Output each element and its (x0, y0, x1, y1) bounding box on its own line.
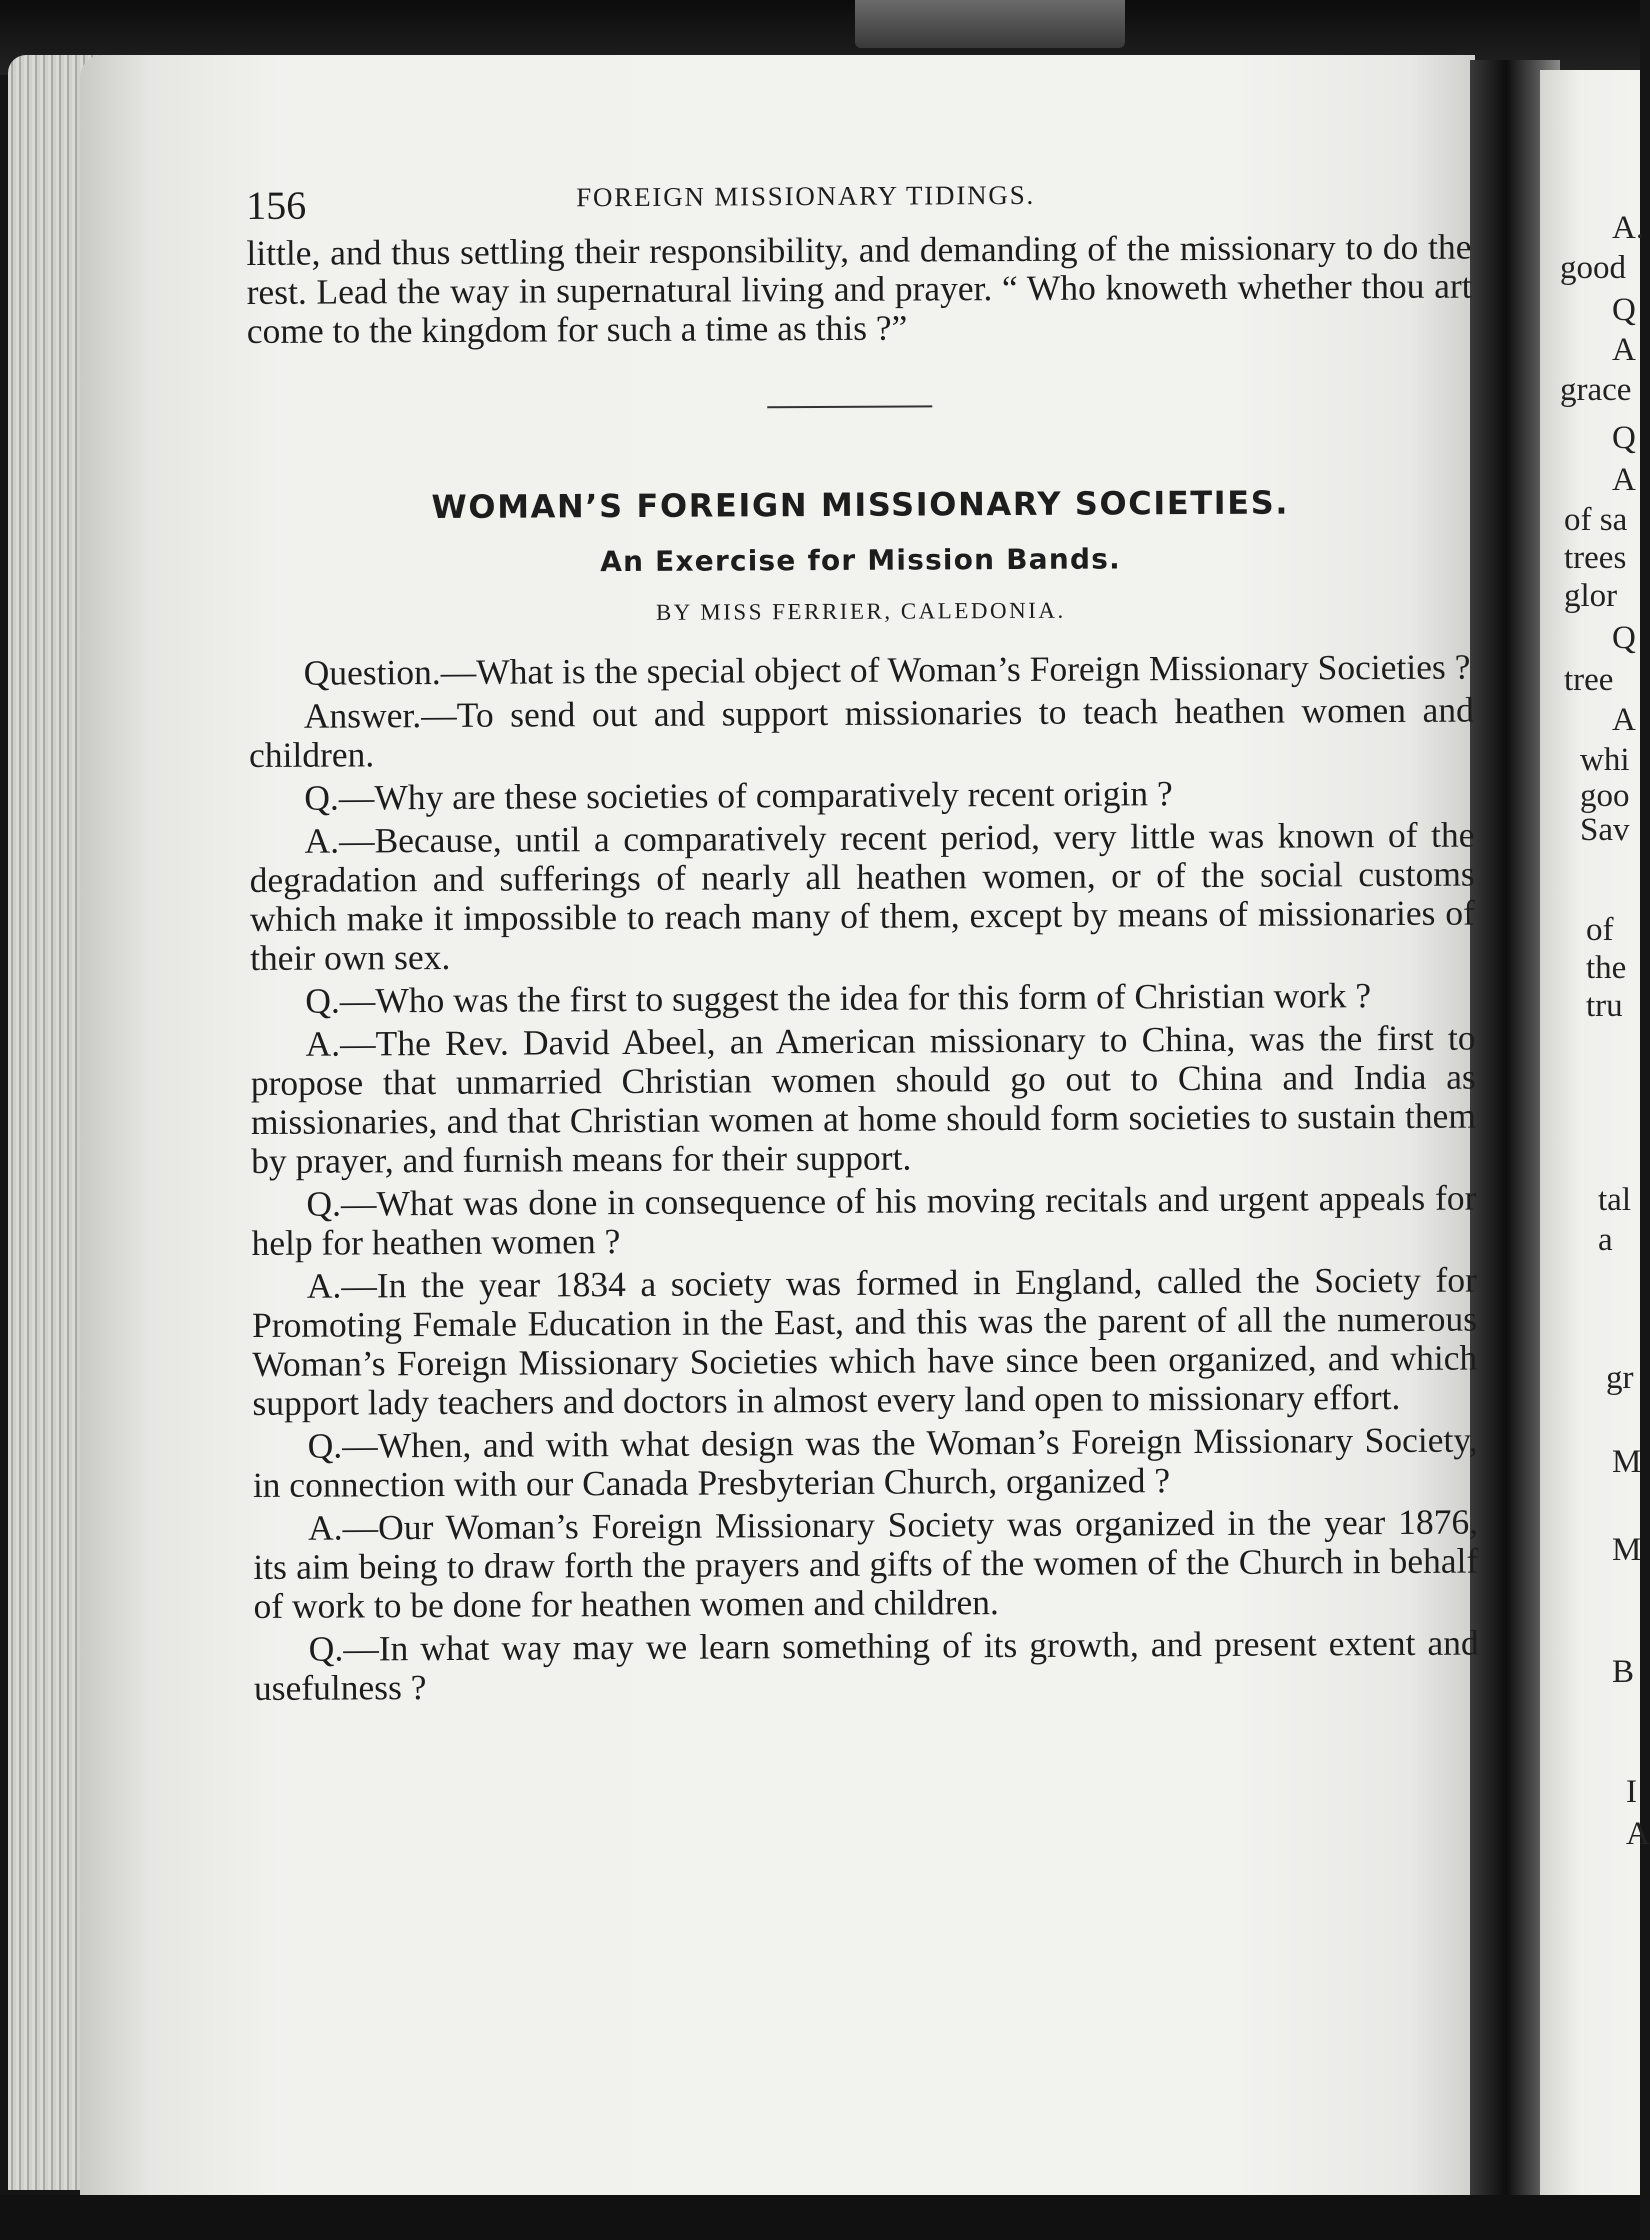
question-paragraph: Q.—Who was the first to suggest the idea for this form of Christian work ? (305, 975, 1372, 1021)
answer-paragraph: Answer.—To send out and support missionaries to teach heathen women and children. (248, 689, 1474, 775)
facing-fragment: grace (1560, 372, 1632, 408)
running-head (246, 164, 1471, 226)
facing-fragment: B (1612, 1654, 1635, 1690)
question-paragraph: Q.—When, and with what design was the Woman’s Foreign Missionary Society, in connection with our Canada Presbyterian Church, organized ? (252, 1419, 1478, 1505)
binding-clamp (855, 0, 1125, 48)
facing-fragment: whi (1580, 742, 1630, 778)
question-paragraph: Q.—What was done in consequence of his moving recitals and urgent appeals for help for heathen women ? (251, 1177, 1477, 1263)
facing-fragment: a (1598, 1222, 1613, 1258)
facing-fragment: I (1626, 1774, 1637, 1810)
section-divider (767, 405, 932, 408)
facing-fragment: Q (1612, 420, 1636, 456)
facing-fragment: the (1586, 950, 1627, 986)
facing-fragment: A (1612, 332, 1636, 368)
facing-fragment: tal (1598, 1182, 1631, 1218)
answer-paragraph: A.—Our Woman’s Foreign Missionary Society was organized in the year 1876, its aim being to draw forth the prayers and gifts of the women of the Church in behalf of work to be done for heathen women and children. (253, 1501, 1479, 1626)
facing-fragment: Q (1612, 620, 1636, 656)
answer-paragraph: A.—In the year 1834 a society was formed in England, called the Society for Promoting Female Education in the East, and this was the parent of all the numerous Woman’s Foreign Missionary Societies which have since been organized, and which support lady teachers and doctors in almost every land open to missionary effort. (251, 1259, 1478, 1423)
running-title: FOREIGN MISSIONARY TIDINGS. (576, 179, 1036, 213)
facing-fragment: A (1626, 1816, 1650, 1852)
facing-fragment: gr (1606, 1360, 1634, 1396)
page-number: 156 (246, 182, 307, 228)
facing-fragment: goo (1580, 778, 1630, 814)
answer-paragraph: A.—Because, until a comparatively recent period, very little was known of the degradation and sufferings of nearly all heathen women, or of the social customs which make it impossible to reach many of them, except by means of missionaries of their own sex. (249, 814, 1476, 978)
question-paragraph: Q.—In what way may we learn something of its growth, and present extent and usefulness ? (253, 1622, 1479, 1708)
page-text (246, 164, 1479, 1708)
continuation-paragraph: little, and thus settling their responsibility, and demanding of the missionary to do the rest. Lead the way in supernatural living and prayer. “ Who knoweth whether thou art come to the kingdom for such a time as this ?” (246, 226, 1472, 351)
facing-fragment: M (1612, 1532, 1642, 1568)
article-subtitle: An Exercise for Mission Bands. (600, 542, 1122, 579)
facing-fragment: tree (1564, 662, 1614, 698)
facing-fragment: tru (1586, 988, 1623, 1024)
answer-paragraph: A.—The Rev. David Abeel, an American missionary to China, was the first to propose that unmarried Christian women should go out to China and India as missionaries, and that Christian women at home should form societies to sustain them by prayer, and furnish means for their support. (250, 1017, 1477, 1181)
facing-fragment: trees (1564, 540, 1627, 576)
facing-fragment: A (1612, 702, 1636, 738)
article-title: WOMAN’S FOREIGN MISSIONARY SOCIETIES. (431, 483, 1290, 527)
article-byline: BY MISS FERRIER, CALEDONIA. (655, 597, 1066, 625)
facing-fragment: A. (1612, 210, 1645, 246)
facing-fragment: M (1612, 1444, 1642, 1480)
question-paragraph: Q.—Why are these societies of comparatively recent origin ? (304, 773, 1173, 818)
facing-fragment: A (1612, 462, 1636, 498)
facing-page (1540, 70, 1650, 2200)
question-paragraph: Question.—What is the special object of Woman’s Foreign Missionary Societies ? (303, 646, 1471, 693)
bottom-shadow (0, 2195, 1640, 2240)
facing-fragment: glor (1564, 578, 1618, 614)
facing-fragment: good (1560, 250, 1626, 286)
facing-fragment: Sav (1580, 812, 1630, 848)
facing-fragment: of sa (1564, 502, 1628, 538)
facing-fragment: Q (1612, 292, 1636, 328)
facing-fragment: of (1586, 912, 1614, 948)
